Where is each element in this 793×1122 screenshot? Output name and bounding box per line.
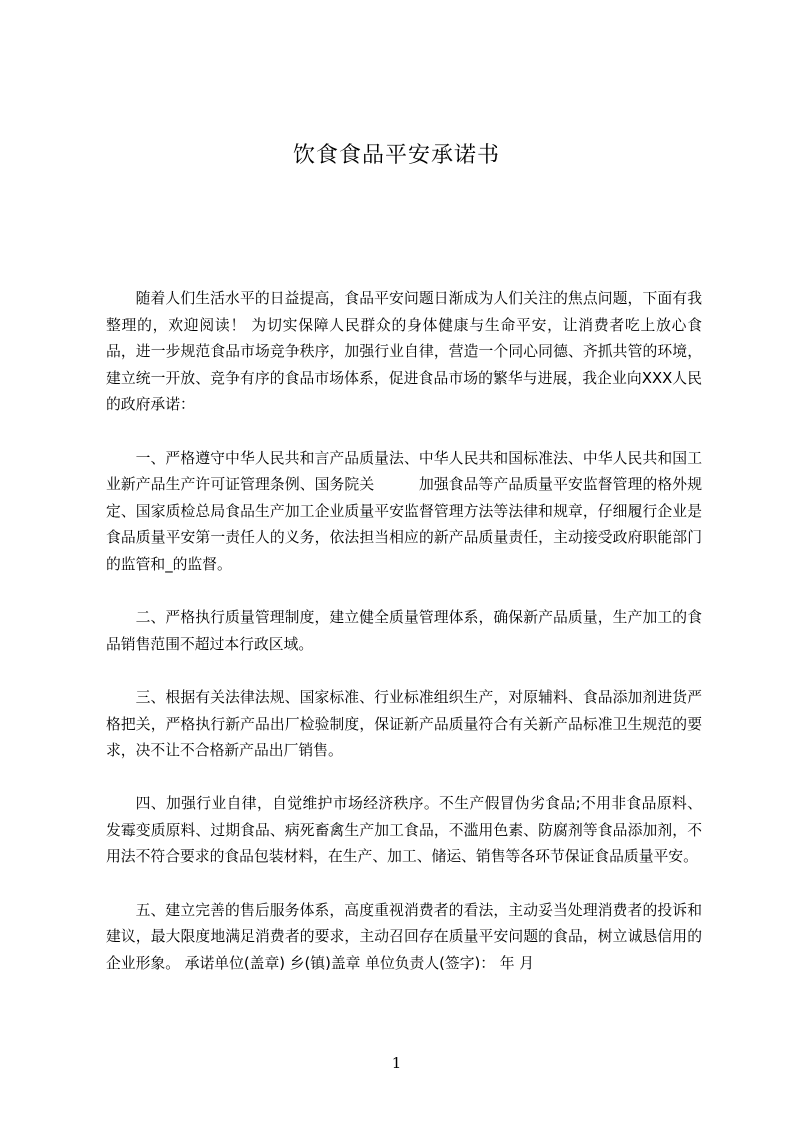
paragraph-item-5: 五、建立完善的售后服务体系，高度重视消费者的看法，主动妥当处理消费者的投诉和建议，最大限度地满足消费者的要求，主动召回存在质量平安问题的食品，树立诚恳信用的企业形象。 承诺单位(盖章) 乡(镇)盖章 单位负责人(签字)： 年 月 [106,901,702,972]
paragraph-item-2: 二、严格执行质量管理制度，建立健全质量管理体系，确保新产品质量，生产加工的食品销售范围不超过本行政区域。 [106,609,702,653]
paragraph-item-1: 一、严格遵守中华人民共和言产品质量法、中华人民共和国标准法、中华人民共和国工业新产品生产许可证管理条例、国务院关 加强食品等产品质量平安监督管理的格外规定、国家质检总局食品生产加工企业质量平安监督管理方法等法律和规章，仔细履行企业是食品质量平安第一责任人的义务，依法担当相应的新产品质量责任，主动接受政府职能部门的监管和_的监督。 [106,449,702,573]
document-title: 饮食食品平安承诺书 [292,143,500,168]
paragraph-item-3: 三、根据有关法律法规、国家标准、行业标准组织生产，对原辅料、食品添加剂进货严格把关，严格执行新产品出厂检验制度，保证新产品质量符合有关新产品标准卫生规范的要求，决不让不合格新产品出厂销售。 [106,688,702,760]
paragraph-item-4: 四、加强行业自律，自觉维护市场经济秩序。不生产假冒伪劣食品;不用非食品原料、发霉变质原料、过期食品、病死畜禽生产加工食品，不滥用色素、防腐剂等食品添加剂，不用法不符合要求的食品包装材料，在生产、加工、储运、销售等各环节保证食品质量平安。 [106,795,702,866]
document-body [106,286,702,977]
page-number: 1 [391,1054,402,1072]
paragraph-intro: 随着人们生活水平的日益提高，食品平安问题日渐成为人们关注的焦点问题，下面有我整理的，欢迎阅读！ 为切实保障人民群众的身体健康与生命平安，让消费者吃上放心食品，进一步规范食品市场竞争秩序，加强行业自律，营造一个同心同德、齐抓共管的环境，建立统一开放、竞争有序的食品市场体系，促进食品市场的繁华与进展，我企业向XXX人民的政府承诺： [106,290,702,414]
